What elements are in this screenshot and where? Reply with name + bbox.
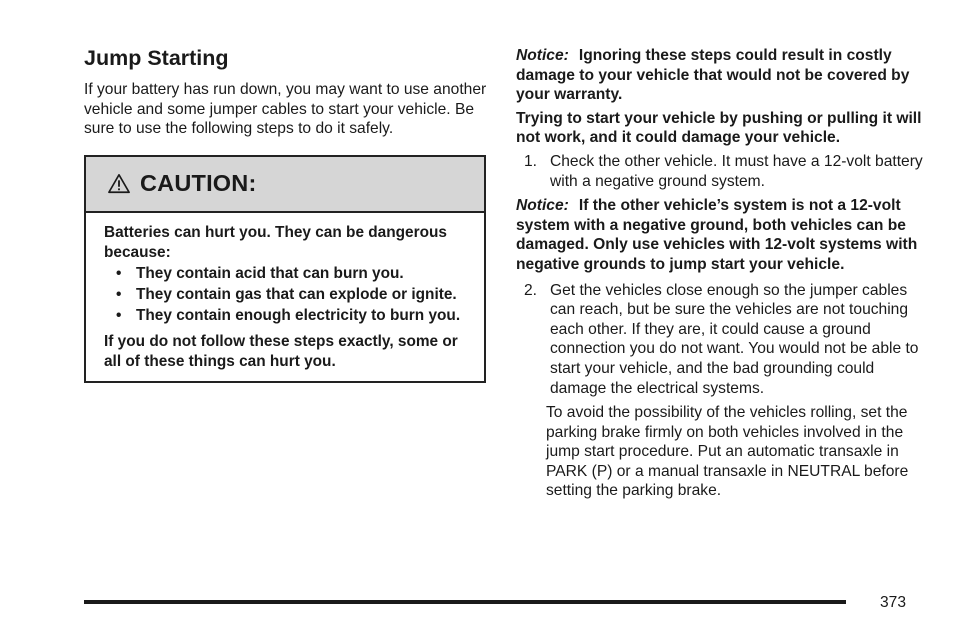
caution-closing: If you do not follow these steps exactly, some or all of these things can hurt you.: [104, 332, 458, 370]
notice-text: Ignoring these steps could result in costly damage to your vehicle that would not be covered by your warranty.: [516, 47, 910, 104]
push-start-warning: Trying to start your vehicle by pushing or pulling it will not work, and it could damage your vehicle.: [516, 109, 922, 147]
caution-bullet-list: [104, 264, 466, 325]
bullet-dot-icon: •: [116, 306, 122, 324]
step-text: Get the vehicles close enough so the jumper cables can reach, but be sure the vehicles are not touching each other. If they are, it could cause a ground connection you do not want. You would not be able to start your vehicle, and the bad grounding could damage the electrical systems.: [550, 281, 919, 397]
caution-bullet: • They contain gas that can explode or ignite.: [116, 286, 457, 304]
bullet-dot-icon: •: [116, 286, 122, 304]
notice-text: If the other vehicle’s system is not a 12-volt system with a negative ground, both vehicles can be damaged. Only use vehicles with 12-volt systems with negative grounds to jump start your vehicle.: [516, 197, 918, 273]
caution-lead: Batteries can hurt you. They can be dangerous because:: [104, 223, 447, 261]
notice-label: Notice:: [516, 47, 569, 64]
step-text: Check the other vehicle. It must have a 12-volt battery with a negative ground system.: [550, 152, 923, 190]
footer-rule: [84, 600, 846, 604]
intro-paragraph: If your battery has run down, you may want to use another vehicle and some jumper cables to start your vehicle. Be sure to use the following steps to do it safely.: [84, 81, 487, 138]
caution-bullet: • They contain enough electricity to burn you.: [116, 306, 461, 324]
step-2: [516, 281, 926, 399]
caution-box: [84, 155, 486, 384]
caution-header: [86, 157, 484, 213]
notice-12-volt: [516, 196, 926, 274]
notice-label: Notice:: [516, 197, 569, 215]
caution-title: CAUTION:: [140, 169, 257, 196]
step-number: 1.: [524, 152, 538, 170]
step-number: 2.: [524, 281, 538, 299]
section-heading: Jump Starting: [84, 46, 229, 70]
step-1: [516, 152, 926, 191]
right-column: [516, 46, 926, 501]
bullet-dot-icon: •: [116, 265, 122, 283]
caution-body: [86, 213, 484, 382]
caution-bullet: • They contain acid that can burn you.: [116, 265, 404, 283]
warning-triangle-icon: [108, 173, 130, 195]
step-2-followup: To avoid the possibility of the vehicles rolling, set the parking brake firmly on both vehicles involved in the jump start procedure. Put an automatic transaxle in PARK (P) or a manual transaxle in NEUTRAL before setting the parking brake.: [546, 404, 909, 500]
left-column: [84, 44, 488, 383]
page-number: 373: [880, 594, 907, 611]
notice-warranty: [516, 46, 926, 105]
